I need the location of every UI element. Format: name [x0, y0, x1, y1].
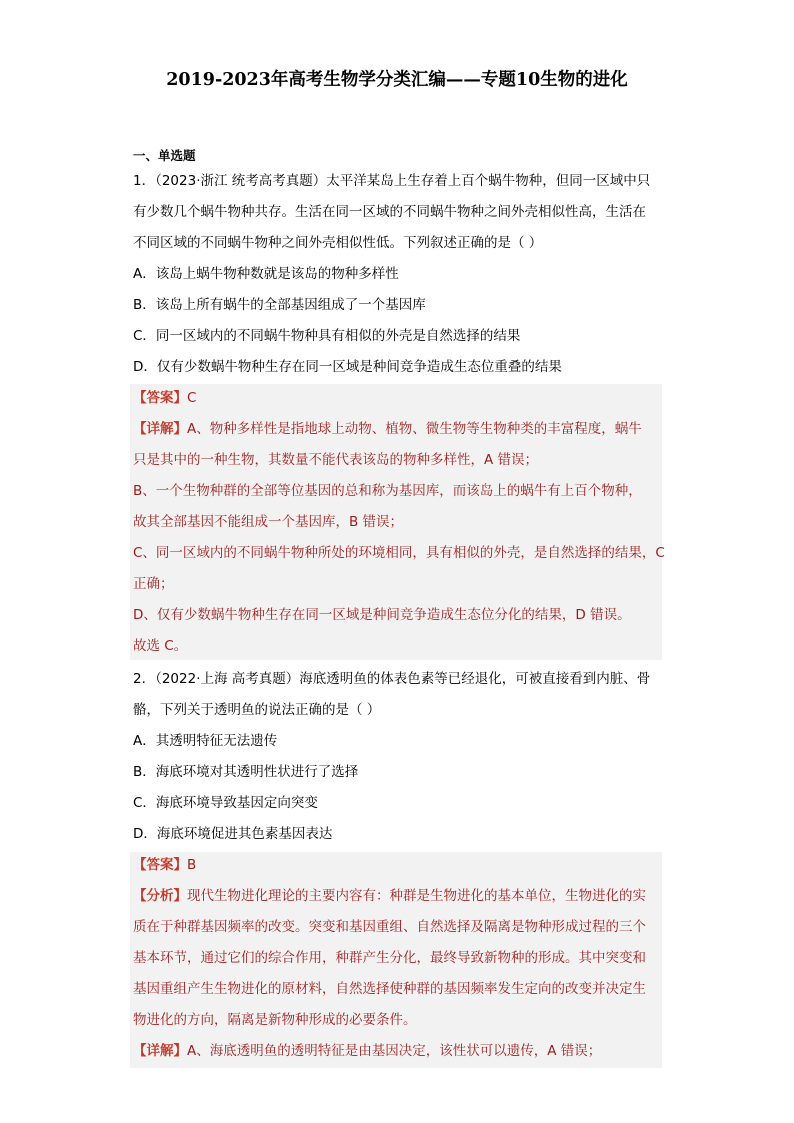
q2-option-d: D．海底环境促进其色素基因表达 — [133, 826, 333, 842]
q2-analysis — [133, 886, 646, 906]
q1-option-c: C．同一区域内的不同蜗牛物种具有相似的外壳是自然选择的结果 — [133, 328, 521, 344]
q2-analysis-line: 基本环节，通过它们的综合作用，种群产生分化，最终导致新物种的形成。其中突变和 — [133, 950, 646, 966]
answer-value: B — [187, 857, 197, 873]
answer-value: C — [187, 390, 197, 406]
q1-detail-line: 正确； — [133, 576, 174, 592]
detail-tag: 【详解】 — [133, 421, 187, 437]
q2-stem-line: 2．（2022·上海 高考真题）海底透明鱼的体表色素等已经退化，可被直接看到内脏、骨 — [133, 671, 651, 687]
q1-stem-line: 1．（2023·浙江 统考高考真题）太平洋某岛上生存着上百个蜗牛物种，但同一区域中只 — [133, 173, 651, 189]
q2-analysis-line: 基因重组产生生物进化的原材料，自然选择使种群的基因频率发生定向的改变并决定生 — [133, 981, 646, 997]
analysis-tag: 【分析】 — [133, 888, 187, 904]
q1-option-b: B．该岛上所有蜗牛的全部基因组成了一个基因库 — [133, 297, 426, 313]
section-heading: 一、单选题 — [133, 148, 196, 163]
q2-analysis-line: 质在于种群基因频率的改变。突变和基因重组、自然选择及隔离是物种形成过程的三个 — [133, 919, 646, 935]
q1-detail-line: C、同一区域内的不同蜗牛物种所处的环境相同，具有相似的外壳，是自然选择的结果，C — [133, 545, 665, 561]
q2-analysis-line: 物进化的方向，隔离是新物种形成的必要条件。 — [133, 1012, 417, 1028]
q1-detail-line: 故选 C。 — [133, 638, 188, 654]
q1-detail-line: D、仅有少数蜗牛物种生存在同一区域是种间竞争造成生态位分化的结果，D 错误。 — [133, 607, 631, 623]
q2-option-c: C．海底环境导致基因定向突变 — [133, 795, 318, 811]
q1-option-d: D．仅有少数蜗牛物种生存在同一区域是种间竞争造成生态位重叠的结果 — [133, 359, 562, 375]
q2-detail — [133, 1041, 601, 1061]
q2-option-a: A．其透明特征无法遗传 — [133, 733, 278, 749]
answer-tag: 【答案】 — [133, 390, 187, 406]
detail-text: A、海底透明鱼的透明特征是由基因决定，该性状可以遗传，A 错误； — [187, 1043, 602, 1059]
q1-detail — [133, 419, 642, 439]
q1-detail-line: 故其全部基因不能组成一个基因库，B 错误； — [133, 514, 404, 530]
detail-tag: 【详解】 — [133, 1043, 187, 1059]
q1-stem-line: 不同区域的不同蜗牛物种之间外壳相似性低。下列叙述正确的是（ ） — [133, 235, 543, 251]
q2-answer — [133, 855, 196, 875]
q1-option-a: A．该岛上蜗牛物种数就是该岛的物种多样性 — [133, 266, 399, 282]
page-title: 2019-2023年高考生物学分类汇编——专题10生物的进化 — [166, 70, 628, 90]
analysis-text: 现代生物进化理论的主要内容有：种群是生物进化的基本单位，生物进化的实 — [187, 888, 646, 904]
q2-option-b: B．海底环境对其透明性状进行了选择 — [133, 764, 359, 780]
q1-detail-line: 只是其中的一种生物，其数量不能代表该岛的物种多样性，A 错误； — [133, 452, 539, 468]
answer-tag: 【答案】 — [133, 857, 187, 873]
q1-detail-line: B、一个生物种群的全部等位基因的总和称为基因库，而该岛上的蜗牛有上百个物种， — [133, 483, 642, 499]
detail-text: A、物种多样性是指地球上动物、植物、微生物等生物种类的丰富程度，蜗牛 — [187, 421, 642, 437]
q1-answer — [133, 388, 196, 408]
q1-stem-line: 有少数几个蜗牛物种共存。生活在同一区域的不同蜗牛物种之间外壳相似性高，生活在 — [133, 204, 646, 220]
q2-stem-line: 骼，下列关于透明鱼的说法正确的是（ ） — [133, 702, 381, 718]
